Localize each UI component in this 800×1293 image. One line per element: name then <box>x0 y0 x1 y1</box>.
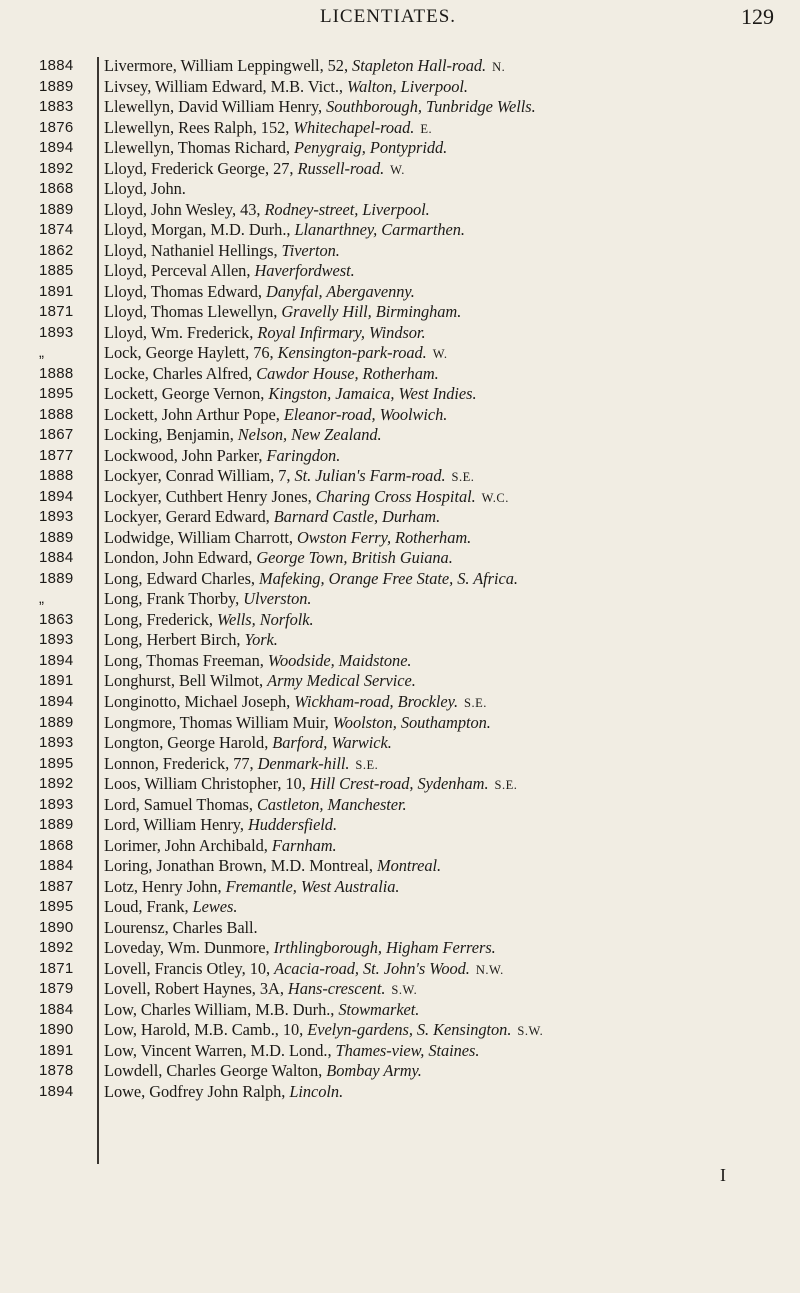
list-item <box>0 1041 800 1062</box>
entry-text <box>104 179 188 199</box>
entry-year: 1868 <box>39 836 74 854</box>
entry-text <box>104 589 313 609</box>
entry-address: St. Julian's Farm-road. <box>294 466 446 486</box>
entry-text <box>104 159 405 179</box>
entry-text <box>104 795 409 815</box>
entry-name: Locke, Charles Alfred, <box>104 363 257 383</box>
entry-text <box>104 1061 424 1081</box>
entry-text <box>104 610 316 630</box>
list-item <box>0 959 800 980</box>
running-title: LICENTIATES. <box>320 6 457 27</box>
entry-text <box>104 959 504 979</box>
entry-name: Llewellyn, David William Henry, <box>104 97 327 117</box>
list-item <box>0 589 800 610</box>
list-item <box>0 323 800 344</box>
entry-text <box>104 1041 481 1061</box>
entry-year: 1884 <box>39 857 74 875</box>
entry-name: Lowe, Godfrey John Ralph, <box>104 1081 290 1101</box>
entry-name: Livermore, William Leppingwell, 52, <box>104 56 353 75</box>
entry-address: Denmark-hill. <box>257 753 350 773</box>
entry-text <box>104 118 432 138</box>
entry-name: Long, Frank Thorby, <box>104 589 244 609</box>
entry-address: Russell-road. <box>297 158 385 178</box>
entry-name: Locking, Benjamin, <box>104 425 238 445</box>
entry-text <box>104 897 239 917</box>
entry-text <box>104 877 401 897</box>
entry-year: 1892 <box>39 775 74 793</box>
list-item <box>0 487 800 508</box>
entry-address: Walton, Liverpool. <box>347 76 468 96</box>
entry-name: Low, Harold, M.B. Camb., 10, <box>104 1020 308 1040</box>
entry-address: Farnham. <box>271 835 337 855</box>
entry-name: Long, Frederick, <box>104 609 217 629</box>
entry-year: 1895 <box>39 754 74 772</box>
entry-text <box>104 938 498 958</box>
list-item <box>0 138 800 159</box>
entry-text <box>104 733 394 753</box>
entry-year: 1868 <box>39 180 74 198</box>
entry-name: Lotz, Henry John, <box>104 876 226 896</box>
list-item <box>0 282 800 303</box>
list-item <box>0 405 800 426</box>
entry-name: Lord, William Henry, <box>104 815 248 835</box>
entry-address: Llanarthney, Carmarthen. <box>294 220 465 240</box>
entry-year: 1887 <box>39 877 74 895</box>
entry-text <box>104 425 384 445</box>
entry-text <box>104 630 280 650</box>
entry-year: 1888 <box>39 405 74 423</box>
list-item <box>0 364 800 385</box>
entry-address: Wells, Norfolk. <box>216 609 314 629</box>
list-item <box>0 979 800 1000</box>
entry-address: Hill Crest-road, Sydenham. <box>309 774 489 794</box>
entry-name: Low, Charles William, M.B. Durh., <box>104 999 339 1019</box>
entry-name: Lockyer, Conrad William, 7, <box>104 466 295 486</box>
entry-year: 1890 <box>39 1021 74 1039</box>
entry-year: 1895 <box>39 385 74 403</box>
entry-year: 1888 <box>39 364 74 382</box>
entry-name: Lloyd, John Wesley, 43, <box>104 199 265 219</box>
list-item <box>0 774 800 795</box>
entry-name: Lloyd, Nathaniel Hellings, <box>104 240 282 260</box>
entry-name: Llewellyn, Thomas Richard, <box>104 138 294 158</box>
entry-year: 1885 <box>39 262 74 280</box>
entry-postal-district: E. <box>420 121 433 136</box>
entry-name: Lovell, Francis Otley, 10, <box>104 958 275 978</box>
entry-address: Bombay Army. <box>326 1061 422 1081</box>
entry-text <box>104 282 417 302</box>
entry-year: „ <box>39 344 45 362</box>
entry-text <box>104 466 474 486</box>
entry-year: 1889 <box>39 816 74 834</box>
entry-name: Lorimer, John Archibald, <box>104 835 272 855</box>
entry-year: 1878 <box>39 1062 74 1080</box>
entry-address: Nelson, New Zealand. <box>237 425 382 445</box>
entry-address: Lincoln. <box>289 1081 344 1101</box>
entry-year: 1863 <box>39 610 74 628</box>
entry-address: Huddersfield. <box>247 815 337 835</box>
list-item <box>0 1082 800 1103</box>
entry-postal-district: S.W. <box>517 1024 544 1039</box>
list-item <box>0 610 800 631</box>
entry-year: 1883 <box>39 98 74 116</box>
entry-postal-district: N.W. <box>475 962 504 977</box>
entry-name: Longmore, Thomas William Muir, <box>104 712 333 732</box>
entry-year: 1894 <box>39 692 74 710</box>
entry-name: Long, Herbert Birch, <box>104 630 245 650</box>
entry-text <box>104 261 357 281</box>
entry-address: Danyfal, Abergavenny. <box>266 281 415 301</box>
entry-text <box>104 364 441 384</box>
entry-text <box>104 836 339 856</box>
entry-year: 1892 <box>39 159 74 177</box>
entry-postal-district: S.E. <box>355 757 379 772</box>
licentiate-list <box>0 56 800 1102</box>
list-item <box>0 1020 800 1041</box>
list-item <box>0 754 800 775</box>
list-item <box>0 343 800 364</box>
list-item <box>0 425 800 446</box>
entry-text <box>104 1082 345 1102</box>
entry-name: Lockyer, Gerard Edward, <box>104 507 274 527</box>
entry-year: 1891 <box>39 282 74 300</box>
entry-postal-district: N. <box>492 60 506 74</box>
entry-text <box>104 815 339 835</box>
list-item <box>0 56 800 77</box>
entry-year: 1862 <box>39 241 74 259</box>
list-item <box>0 200 800 221</box>
entry-name: Loring, Jonathan Brown, M.D. Montreal, <box>104 856 378 876</box>
list-item <box>0 261 800 282</box>
list-item <box>0 384 800 405</box>
entry-address: Stowmarket. <box>338 999 420 1019</box>
entry-name: Loud, Frank, <box>104 897 193 917</box>
entry-year: 1888 <box>39 467 74 485</box>
list-item <box>0 938 800 959</box>
page-header <box>0 2 800 36</box>
entry-text <box>104 713 493 733</box>
entry-year: 1884 <box>39 57 74 74</box>
entry-year: „ <box>39 590 45 608</box>
entry-year: 1889 <box>39 569 74 587</box>
entry-name: Lock, George Haylett, 76, <box>104 343 278 363</box>
entry-address: Haverfordwest. <box>254 261 355 281</box>
entry-address: Gravelly Hill, Birmingham. <box>281 302 462 322</box>
list-item <box>0 877 800 898</box>
signature-mark: I <box>720 1165 726 1185</box>
entry-text <box>104 856 443 876</box>
list-item <box>0 507 800 528</box>
entry-name: Lovell, Robert Haynes, 3A, <box>104 979 288 999</box>
entry-text <box>104 754 378 774</box>
entry-text <box>104 528 473 548</box>
entry-address: Barford, Warwick. <box>272 733 392 753</box>
list-item <box>0 1061 800 1082</box>
entry-text <box>104 1000 421 1020</box>
entry-postal-district: S.E. <box>494 778 518 793</box>
entry-address: Fremantle, West Australia. <box>225 876 400 896</box>
entry-name: Long, Edward Charles, <box>104 568 260 588</box>
entry-text <box>104 241 342 261</box>
list-item <box>0 569 800 590</box>
entry-text <box>104 918 260 938</box>
entry-name: Lockett, John Arthur Pope, <box>104 404 284 424</box>
list-item <box>0 466 800 487</box>
entry-text <box>104 548 455 568</box>
list-item <box>0 795 800 816</box>
list-item <box>0 630 800 651</box>
entry-address: Evelyn-gardens, S. Kensington. <box>307 1020 512 1040</box>
list-item <box>0 548 800 569</box>
entry-text <box>104 77 470 97</box>
entry-year: 1893 <box>39 795 74 813</box>
list-item <box>0 733 800 754</box>
entry-year: 1893 <box>39 323 74 341</box>
entry-address: Tiverton. <box>281 240 340 260</box>
entry-text <box>104 405 449 425</box>
entry-name: Lowdell, Charles George Walton, <box>104 1061 327 1081</box>
entry-name: Lodwidge, William Charrott, <box>104 527 297 547</box>
entry-postal-district: W. <box>432 347 448 362</box>
entry-address: Hans-crescent. <box>287 979 386 999</box>
list-item <box>0 1000 800 1021</box>
entry-address: Lewes. <box>192 897 238 917</box>
entry-address: Penygraig, Pontypridd. <box>293 138 448 158</box>
entry-year: 1874 <box>39 221 74 239</box>
entry-address: Kensington-park-road. <box>277 343 427 363</box>
list-item <box>0 713 800 734</box>
entry-year: 1884 <box>39 549 74 567</box>
list-item <box>0 856 800 877</box>
entry-name: Lloyd, Thomas Edward, <box>104 281 267 301</box>
list-item <box>0 302 800 323</box>
list-item <box>0 179 800 200</box>
entry-name: Longton, George Harold, <box>104 733 273 753</box>
entry-text <box>104 97 538 117</box>
entry-year: 1893 <box>39 631 74 649</box>
entry-year: 1894 <box>39 487 74 505</box>
entry-address: Stapleton Hall-road. <box>352 56 487 75</box>
entry-address: Whitechapel-road. <box>293 117 415 137</box>
entry-name: Longhurst, Bell Wilmot, <box>104 671 268 691</box>
list-item <box>0 671 800 692</box>
entry-year: 1893 <box>39 508 74 526</box>
entry-year: 1891 <box>39 672 74 690</box>
entry-text <box>104 200 432 220</box>
entry-name: London, John Edward, <box>104 548 257 568</box>
entry-postal-district: S.E. <box>464 695 487 710</box>
page-number: 129 <box>741 4 774 29</box>
entry-name: Lockett, George Vernon, <box>104 384 269 404</box>
entry-address: Cawdor House, Rotherham. <box>256 363 439 383</box>
entry-name: Loveday, Wm. Dunmore, <box>104 938 274 958</box>
entry-address: Montreal. <box>377 856 442 876</box>
entry-text <box>104 774 517 794</box>
list-item <box>0 77 800 98</box>
entry-name: Long, Thomas Freeman, <box>104 650 268 670</box>
entry-name: Lonnon, Frederick, 77, <box>104 753 258 773</box>
entry-text <box>104 446 342 466</box>
entry-text <box>104 671 418 691</box>
entry-address: Rodney-street, Liverpool. <box>264 199 430 219</box>
entry-postal-district: W.C. <box>481 490 509 505</box>
entry-address: Southborough, Tunbridge Wells. <box>326 97 536 117</box>
entry-text <box>104 979 417 999</box>
entry-text <box>104 56 505 76</box>
entry-address: George Town, British Guiana. <box>256 548 453 568</box>
entry-text <box>104 323 428 343</box>
entry-name: Lloyd, John. <box>104 179 186 199</box>
entry-year: 1871 <box>39 303 74 321</box>
list-item <box>0 897 800 918</box>
entry-name: Lloyd, Morgan, M.D. Durh., <box>104 220 295 240</box>
list-item <box>0 118 800 139</box>
list-item <box>0 815 800 836</box>
entry-text <box>104 1020 543 1040</box>
list-item <box>0 528 800 549</box>
entry-year: 1877 <box>39 446 74 464</box>
entry-year: 1889 <box>39 713 74 731</box>
entry-address: Barnard Castle, Durham. <box>273 507 441 527</box>
entry-address: Charing Cross Hospital. <box>315 486 476 506</box>
entry-address: Army Medical Service. <box>267 671 416 691</box>
list-item <box>0 159 800 180</box>
list-item <box>0 692 800 713</box>
entry-year: 1894 <box>39 1082 74 1100</box>
entry-name: Lloyd, Frederick George, 27, <box>104 158 298 178</box>
entry-year: 1884 <box>39 1000 74 1018</box>
entry-address: Woolston, Southampton. <box>332 712 491 732</box>
entry-text <box>104 302 463 322</box>
entry-address: Irthlingborough, Higham Ferrers. <box>273 938 496 958</box>
list-item <box>0 97 800 118</box>
entry-year: 1876 <box>39 118 74 136</box>
entry-year: 1893 <box>39 734 74 752</box>
list-item <box>0 836 800 857</box>
entry-postal-district: W. <box>390 162 405 177</box>
entry-address: Royal Infirmary, Windsor. <box>257 322 426 342</box>
entry-text <box>104 651 413 671</box>
entry-postal-district: S.W. <box>391 983 418 998</box>
entry-name: Lockwood, John Parker, <box>104 445 267 465</box>
list-item <box>0 241 800 262</box>
entry-name: Lord, Samuel Thomas, <box>104 794 257 814</box>
entry-name: Lockyer, Cuthbert Henry Jones, <box>104 486 316 506</box>
entry-name: Llewellyn, Rees Ralph, 152, <box>104 117 294 137</box>
entry-name: Lloyd, Thomas Llewellyn, <box>104 302 282 322</box>
entry-name: Livsey, William Edward, M.B. Vict., <box>104 76 347 96</box>
entry-text <box>104 220 467 240</box>
entry-name: Low, Vincent Warren, M.D. Lond., <box>104 1040 336 1060</box>
entry-text <box>104 487 509 507</box>
entry-name: Loos, William Christopher, 10, <box>104 774 310 794</box>
entry-name: Lloyd, Wm. Frederick, <box>104 322 258 342</box>
entry-year: 1895 <box>39 898 74 916</box>
entry-address: Owston Ferry, Rotherham. <box>296 527 472 547</box>
list-item <box>0 446 800 467</box>
entry-name: Longinotto, Michael Joseph, <box>104 691 295 711</box>
list-item <box>0 651 800 672</box>
entry-year: 1890 <box>39 918 74 936</box>
entry-year: 1889 <box>39 200 74 218</box>
entry-address: Thames-view, Staines. <box>335 1040 480 1060</box>
entry-address: Castleton, Manchester. <box>256 794 407 814</box>
entry-text <box>104 343 447 363</box>
entry-postal-district: S.E. <box>451 470 475 485</box>
entry-address: York. <box>244 630 278 650</box>
entry-address: Ulverston. <box>243 589 312 609</box>
entry-year: 1879 <box>39 980 74 998</box>
entry-name: Lloyd, Perceval Allen, <box>104 261 255 281</box>
list-item <box>0 220 800 241</box>
entry-name: Lourensz, Charles Ball. <box>104 917 258 937</box>
entry-year: 1871 <box>39 959 74 977</box>
entry-text <box>104 692 487 712</box>
entry-year: 1891 <box>39 1041 74 1059</box>
entry-address: Mafeking, Orange Free State, S. Africa. <box>259 568 518 588</box>
entry-address: Kingston, Jamaica, West Indies. <box>268 384 477 404</box>
list-item <box>0 918 800 939</box>
entry-address: Acacia-road, St. John's Wood. <box>274 958 470 978</box>
entry-text <box>104 569 520 589</box>
entry-year: 1867 <box>39 426 74 444</box>
entry-text <box>104 507 442 527</box>
entry-text <box>104 384 479 404</box>
entry-address: Eleanor-road, Woolwich. <box>283 404 448 424</box>
entry-address: Woodside, Maidstone. <box>267 650 412 670</box>
entry-year: 1892 <box>39 939 74 957</box>
entry-year: 1889 <box>39 528 74 546</box>
entry-year: 1894 <box>39 651 74 669</box>
entry-text <box>104 138 449 158</box>
entry-address: Wickham-road, Brockley. <box>294 691 459 711</box>
entry-address: Faringdon. <box>266 445 341 465</box>
entry-year: 1894 <box>39 139 74 157</box>
entry-year: 1889 <box>39 77 74 95</box>
